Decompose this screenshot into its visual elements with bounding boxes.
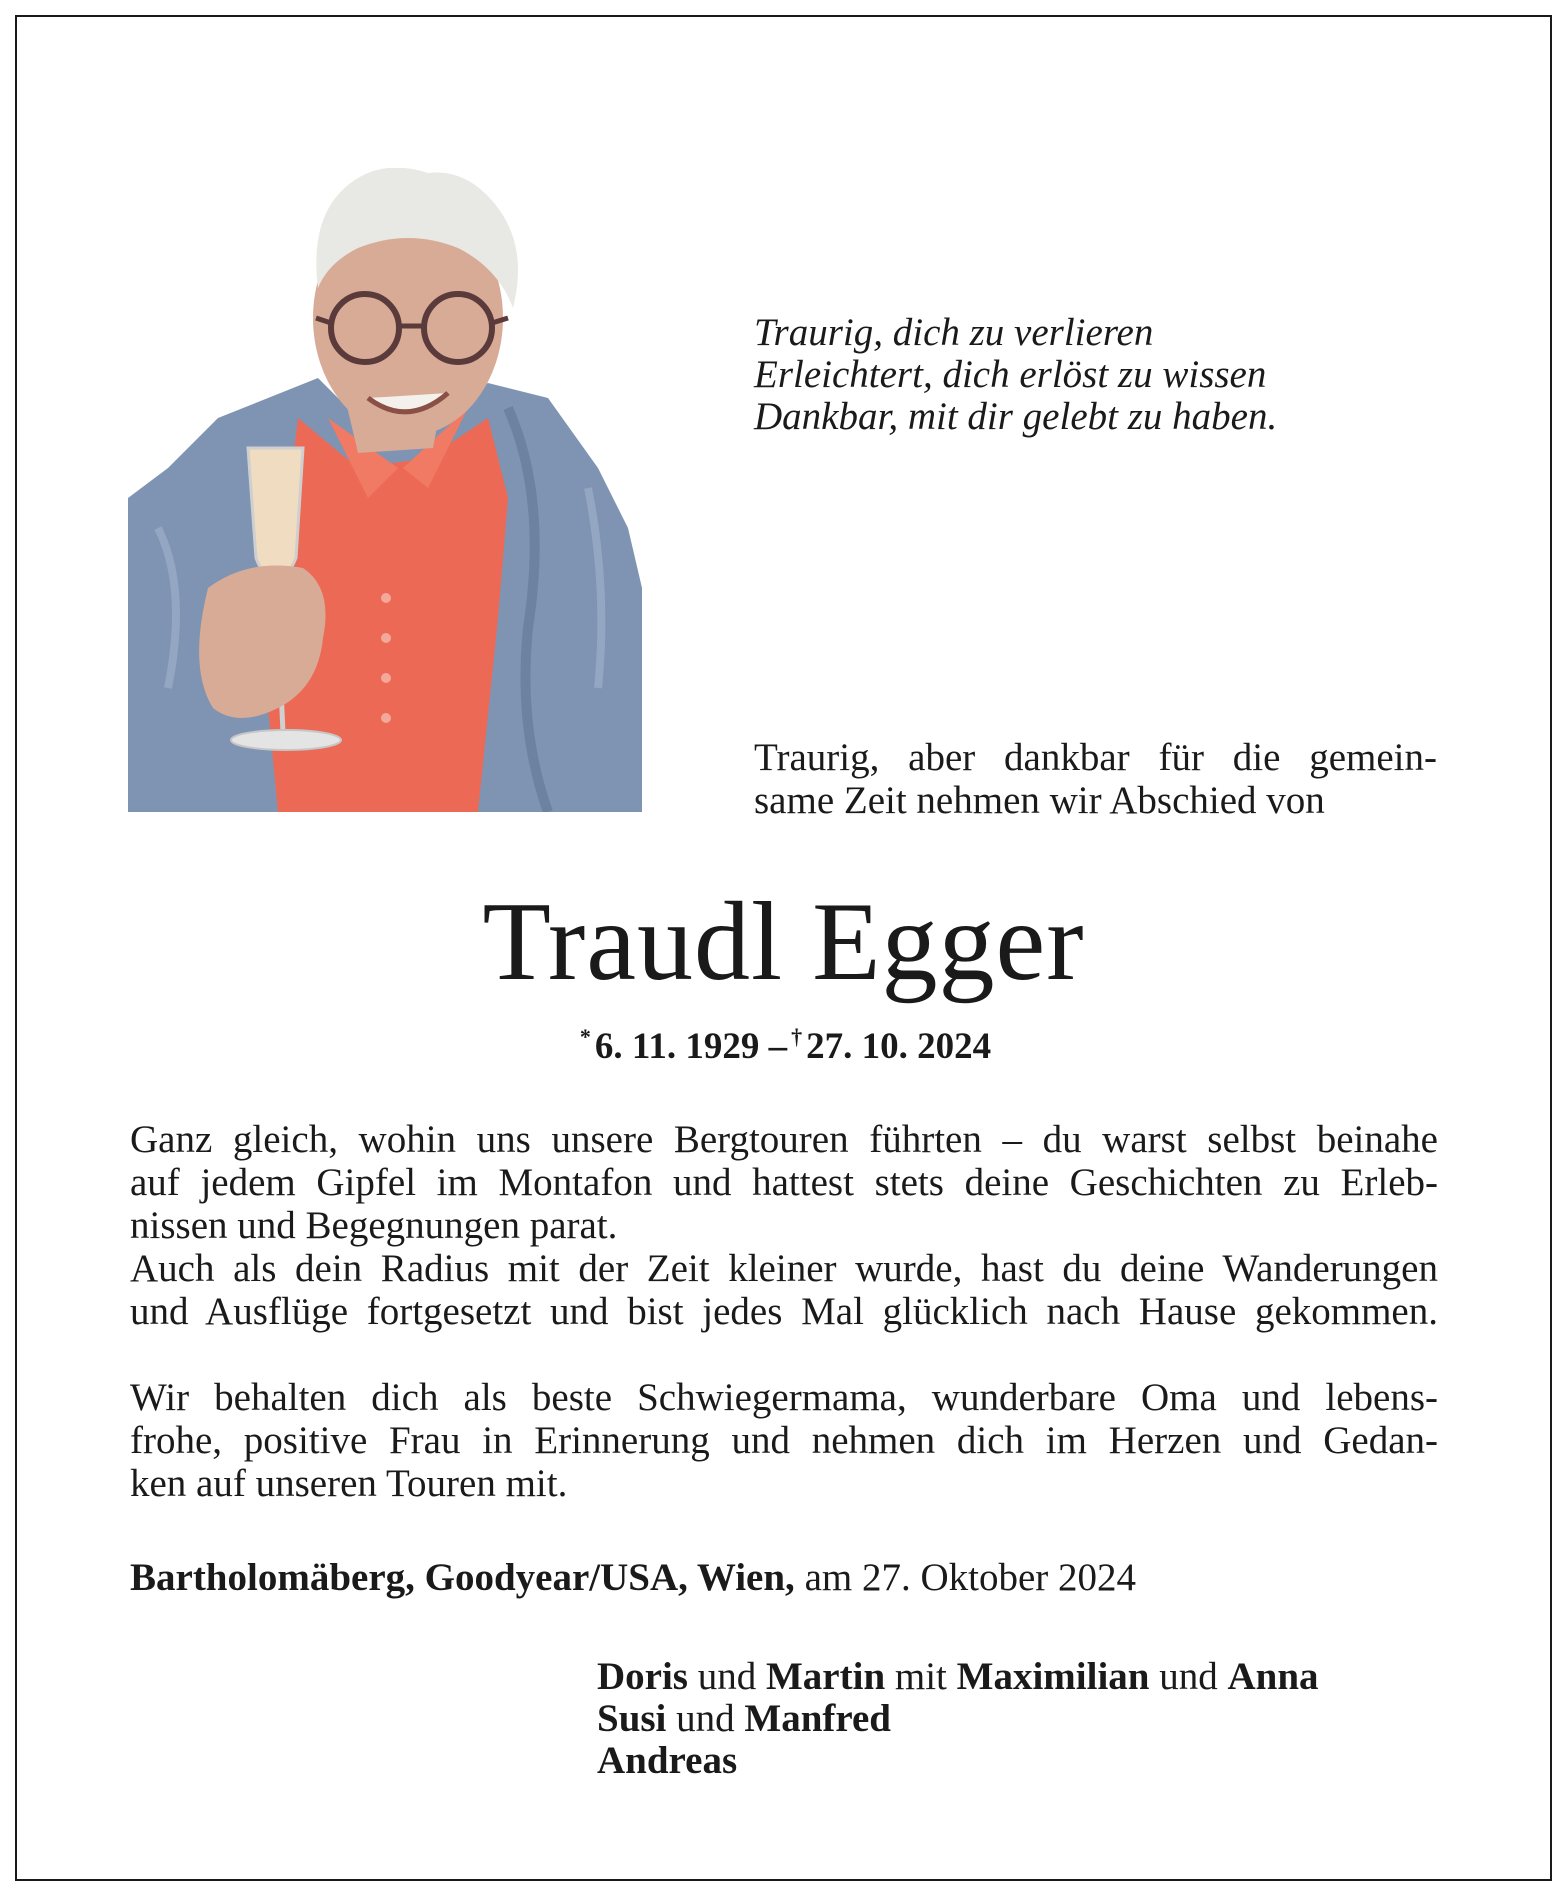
text-line: Auch als dein Radius mit der Zeit kleiner wurde, hast du deine Wanderungen: [130, 1247, 1438, 1290]
family-name: Anna: [1227, 1655, 1319, 1698]
poem: [754, 312, 1474, 438]
family-line: [597, 1656, 1457, 1698]
place-date: am 27. Oktober 2024: [804, 1556, 1137, 1599]
birth-date: 6. 11. 1929: [594, 1026, 760, 1067]
intro-line: Traurig, aber dankbar für die gemein-: [754, 736, 1437, 779]
farewell-intro: [754, 736, 1437, 822]
family-conjunction: und: [697, 1655, 757, 1698]
place-locations: Bartholomäberg, Goodyear/USA, Wien,: [130, 1556, 795, 1599]
family-name: Doris: [597, 1655, 688, 1698]
family-conjunction: mit: [894, 1655, 947, 1698]
death-date: 27. 10. 2024: [806, 1026, 992, 1067]
text-line: nissen und Begegnungen parat.: [130, 1204, 618, 1247]
deceased-name: Traudl Egger: [482, 880, 1085, 1004]
poem-line: Dankbar, mit dir gelebt zu haben.: [754, 395, 1278, 438]
life-dates: [0, 1016, 1567, 1068]
poem-line: Erleichtert, dich erlöst zu wissen: [754, 353, 1267, 396]
family-line: [597, 1698, 1457, 1740]
family-conjunction: und: [1159, 1655, 1218, 1698]
death-symbol: †: [791, 1024, 803, 1049]
place-and-date: [130, 1556, 1438, 1599]
birth-symbol: *: [579, 1024, 591, 1049]
family-name: Maximilian: [956, 1655, 1150, 1698]
text-line: ken auf unseren Touren mit.: [130, 1462, 568, 1505]
family-name: Manfred: [744, 1697, 891, 1740]
obituary-text: [130, 1118, 1438, 1505]
family-line: [597, 1740, 1457, 1782]
family-name: Susi: [597, 1697, 667, 1740]
text-line: frohe, positive Frau in Erinnerung und nehmen dich im Herzen und Gedan-: [130, 1419, 1438, 1462]
family-name: Martin: [766, 1655, 886, 1698]
family-signatures: [597, 1656, 1457, 1782]
intro-line: same Zeit nehmen wir Abschied von: [754, 779, 1325, 822]
text-line: und Ausflüge fortgesetzt und bist jedes Mal glücklich nach Hause gekommen.: [130, 1290, 1438, 1333]
text-line: Wir behalten dich als beste Schwiegermama, wunderbare Oma und lebens-: [130, 1376, 1438, 1419]
text-line: Ganz gleich, wohin uns unsere Bergtouren führten – du warst selbst beinahe: [130, 1118, 1438, 1161]
family-name: Andreas: [597, 1739, 738, 1782]
family-conjunction: und: [676, 1697, 735, 1740]
paragraph-gap: [130, 1333, 1438, 1376]
champagne-glass: [248, 448, 303, 578]
text-line: auf jedem Gipfel im Montafon und hattest stets deine Geschichten zu Erleb-: [130, 1161, 1438, 1204]
portrait-photo: [128, 168, 642, 812]
poem-line: Traurig, dich zu verlieren: [754, 311, 1154, 354]
date-separator: –: [768, 1026, 788, 1067]
